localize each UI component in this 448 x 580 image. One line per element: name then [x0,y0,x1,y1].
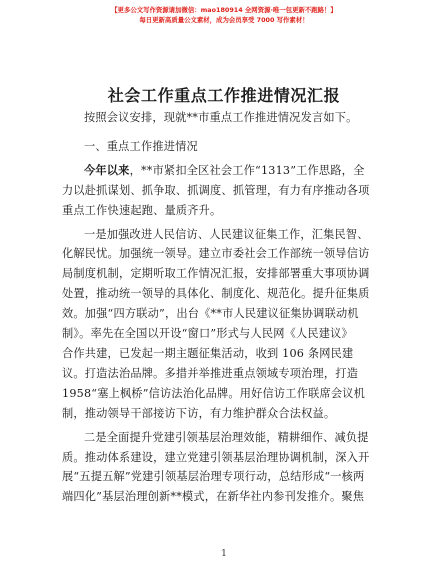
paragraph-text: ，**市紧扣全区社会工作“1313”工作思路，全 [129,163,365,177]
intro-paragraph: 按照会议安排，现就**市重点工作推进情况发言如下。 [84,111,358,124]
paragraph-line: 议。打造法治品牌。多措并举推进重点领域专项治理，打造 [62,366,359,380]
section-heading-1: 一、重点工作推进情况 [84,139,198,153]
page-number: 1 [221,549,227,559]
paragraph-line: 重点工作快速起跑、量质齐升。 [62,203,222,217]
paragraph-line: 一是加强改进人民信访、人民建议征集工作，汇集民智、 [84,227,369,241]
paragraph-3 [62,428,387,508]
promo-banner-line-1: 【更多公文写作资源请加微信：mao180914 全网资源·唯一包更新不跑路！】 [111,6,337,14]
paragraph-line: 二是全面提升党建引领基层治理效能，精耕细作、减负提 [84,430,369,444]
paragraph-line: 局制度机制，定期听取工作情况汇报，安排部署重大事项协调 [62,267,370,281]
paragraph-line: 质。推动体系建设，建立党建引领基层治理协调机制，深入开 [62,450,370,464]
paragraph-line: 1958“塞上枫桥”信访法治化品牌。用好信访工作联席会议机 [62,386,366,400]
promo-banner [0,5,448,25]
paragraph-2 [62,225,387,424]
paragraph-line: 处置，推动统一领导的具体化、制度化、规范化。提升征集质 [62,287,370,301]
paragraph-line: 制，推动领导干部接访下访，有力维护群众合法权益。 [62,406,336,420]
paragraph-line: 合作共建，已发起一期主题征集活动，收到 106 条网民建 [62,346,354,360]
paragraph-1 [62,161,387,221]
bold-lead-text: 今年以来 [84,162,130,177]
paragraph-line: 端四化”基层治理创新**模式，在新华社内参刊发推介。聚焦 [62,490,365,504]
paragraph-line: 力以赴抓谋划、抓争取、抓调度、抓管理，有力有序推动各项 [62,183,370,197]
promo-banner-line-2: 每日更新高质量公文素材，成为会员享受 7000 写作素材！ [139,16,309,24]
paragraph-line: 效。加强“四方联动”，出台《**市人民建议征集协调联动机 [62,307,359,321]
paragraph-line [62,161,387,181]
paragraph-line: 展“五提五解”党建引领基层治理专项行动，总结形成“一核两 [62,470,365,484]
document-body [62,108,387,507]
paragraph-line: 化解民忧。加强统一领导。建立市委社会工作部统一领导信访 [62,247,370,261]
document-title: 社会工作重点工作推进情况汇报 [107,86,341,105]
paragraph-line: 制》。率先在全国以开设“窗口”形式与人民网《人民建议》 [62,327,353,341]
